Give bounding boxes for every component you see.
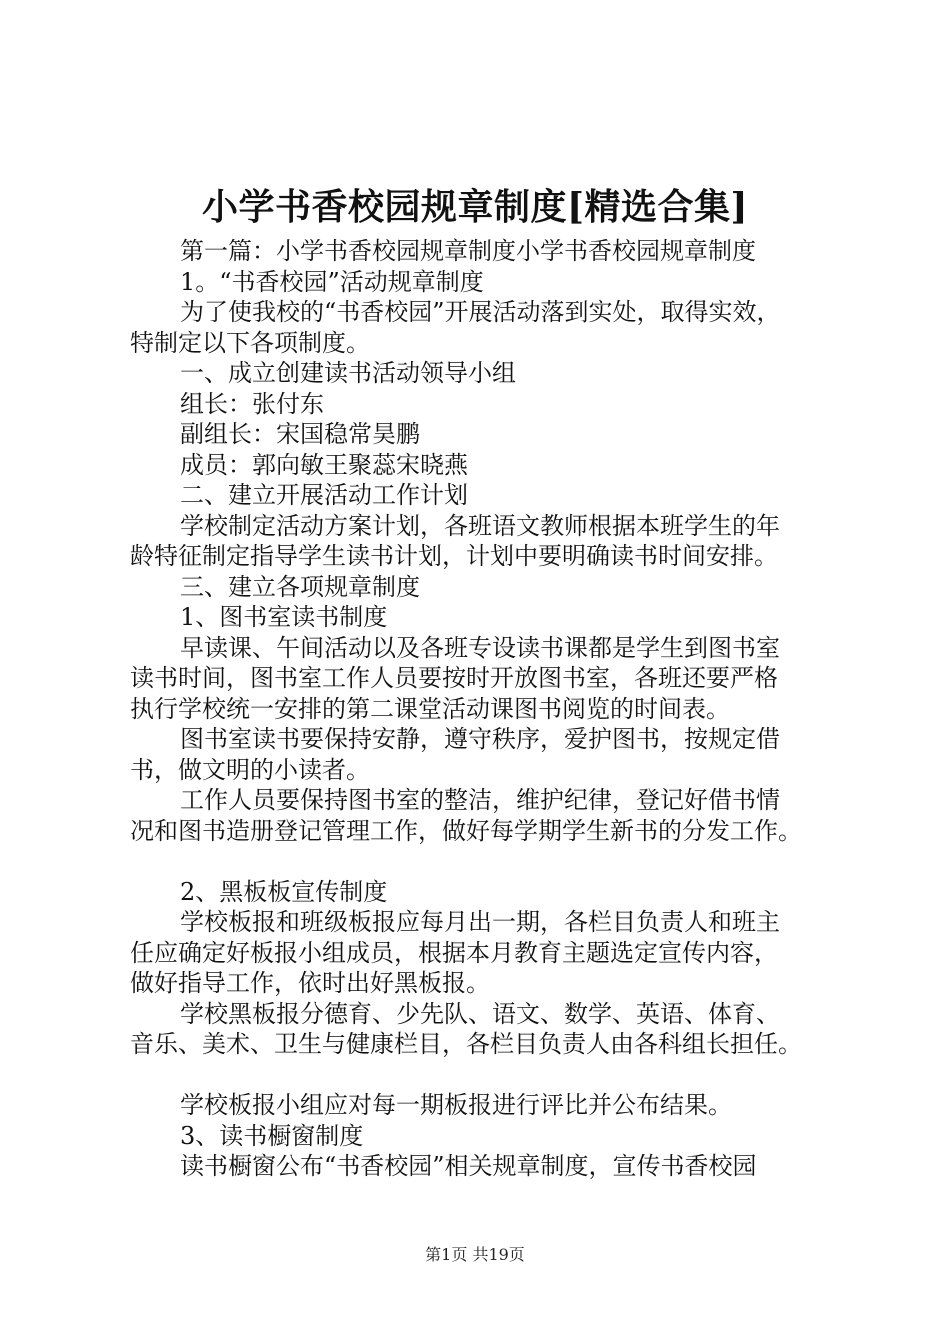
paragraph-line: 学校制定活动方案计划，各班语文教师根据本班学生的年 bbox=[180, 511, 780, 540]
section-heading: 二、建立开展活动工作计划 bbox=[180, 481, 468, 509]
paragraph-line: 图书室读书要保持安静，遵守秩序，爱护图书，按规定借 bbox=[180, 725, 780, 753]
paragraph-line: 书，做文明的小读者。 bbox=[130, 755, 370, 784]
paragraph-line: 特制定以下各项制度。 bbox=[130, 328, 370, 357]
paragraph-line: 况和图书造册登记管理工作，做好每学期学生新书的分发工作。 bbox=[130, 816, 802, 845]
document-title: 小学书香校园规章制度[精选合集] bbox=[201, 186, 749, 228]
blank-line bbox=[130, 1060, 835, 1091]
page-indicator: 第1页 共19页 bbox=[425, 1245, 525, 1264]
page-footer bbox=[0, 1243, 950, 1267]
subsection-heading: 3、读书橱窗制度 bbox=[180, 1121, 364, 1150]
paragraph-line: 读书时间，图书室工作人员要按时开放图书室，各班还要严格 bbox=[130, 664, 778, 692]
paragraph-line: 成员：郭向敏王聚蕊宋晓燕 bbox=[180, 450, 468, 479]
paragraph-line: 工作人员要保持图书室的整洁，维护纪律，登记好借书情 bbox=[180, 786, 780, 814]
paragraph-line: 组长：张付东 bbox=[180, 389, 324, 418]
paragraph-line: 音乐、美术、卫生与健康栏目，各栏目负责人由各科组长担任。 bbox=[130, 1030, 802, 1058]
paragraph-line: 读书橱窗公布“书香校园”相关规章制度，宣传书香校园 bbox=[180, 1152, 757, 1180]
subsection-heading: 2、黑板板宣传制度 bbox=[180, 877, 388, 906]
paragraph-line: 任应确定好板报小组成员，根据本月教育主题选定宣传内容， bbox=[130, 938, 778, 967]
paragraph-line: 第一篇：小学书香校园规章制度小学书香校园规章制度 bbox=[180, 237, 756, 265]
paragraph-line: 为了使我校的“书香校园”开展活动落到实处，取得实效， bbox=[180, 298, 781, 326]
paragraph-line: 副组长：宋国稳常昊鹏 bbox=[180, 420, 420, 448]
subsection-heading: 1、图书室读书制度 bbox=[180, 603, 388, 631]
paragraph-line: 早读课、午间活动以及各班专设读书课都是学生到图书室 bbox=[180, 633, 780, 662]
paragraph-line: 执行学校统一安排的第二课堂活动课图书阅览的时间表。 bbox=[130, 694, 730, 723]
paragraph-line: 学校板报和班级板报应每月出一期，各栏目负责人和班主 bbox=[180, 908, 780, 936]
section-heading: 三、建立各项规章制度 bbox=[180, 572, 420, 601]
blank-line bbox=[130, 846, 835, 877]
paragraph-line: 做好指导工作，依时出好黑板报。 bbox=[130, 969, 490, 997]
document-body bbox=[130, 236, 835, 1182]
paragraph-line: 1。“书香校园”活动规章制度 bbox=[180, 267, 484, 296]
paragraph-line: 学校板报小组应对每一期板报进行评比并公布结果。 bbox=[180, 1091, 732, 1119]
paragraph-line: 龄特征制定指导学生读书计划，计划中要明确读书时间安排。 bbox=[130, 542, 778, 570]
paragraph-line: 学校黑板报分德育、少先队、语文、数学、英语、体育、 bbox=[180, 999, 780, 1028]
section-heading: 一、成立创建读书活动领导小组 bbox=[180, 359, 516, 387]
